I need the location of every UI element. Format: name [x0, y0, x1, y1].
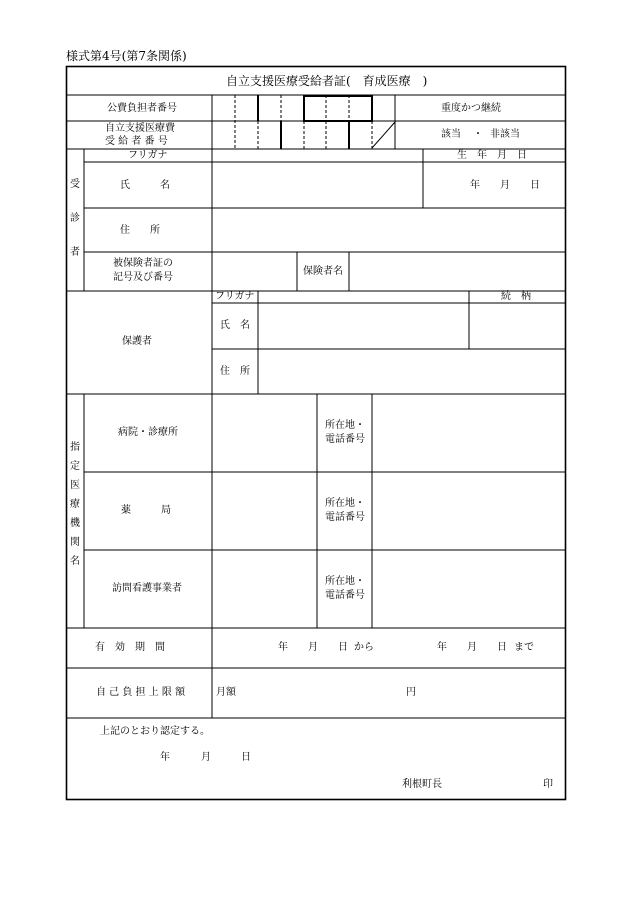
- pharmacy-location-label-line2: 電話番号: [325, 512, 365, 523]
- severe-continuation-label: 重度かつ継続: [441, 103, 501, 114]
- validity-end-month: 月: [467, 642, 477, 653]
- not-applicable-option: 非該当: [490, 129, 520, 140]
- insurance-card-label-line2: 記号及び番号: [113, 272, 173, 283]
- pharmacy-label: 薬 局: [121, 505, 171, 516]
- form-number-label: 様式第4号(第7条関係): [66, 49, 187, 63]
- guardian-address-label: 住 所: [220, 366, 250, 377]
- validity-end-day: 日: [497, 642, 507, 653]
- home-nursing-location-label-line1: 所在地・: [325, 576, 365, 587]
- insurance-card-label-line1: 被保険者証の: [113, 258, 173, 269]
- certification-year: 年: [160, 752, 170, 763]
- recipient-number-label-line1: 自立支援医療費: [105, 123, 175, 134]
- copay-cap-label: 自 己 負 担 上 限 額: [96, 687, 186, 698]
- insurer-name-label: 保険者名: [303, 266, 343, 277]
- home-nursing-provider-label: 訪問看護事業者: [112, 583, 182, 594]
- recipient-number-label-line2: 受 給 者 番 号: [105, 136, 168, 147]
- certificate-title: 自立支援医療受給者証( 育成医療 ): [226, 74, 428, 88]
- public-burden-number-label: 公費負担者番号: [107, 103, 177, 114]
- hospital-clinic-label: 病院・診療所: [118, 427, 178, 438]
- validity-end-year: 年: [437, 642, 447, 653]
- applicable-option: 該当: [441, 129, 461, 140]
- seal-mark: 印: [543, 779, 553, 790]
- validity-period-label: 有 効 期 間: [95, 642, 165, 653]
- patient-section-label: 受 診 者: [70, 179, 80, 258]
- birth-day-label: 日: [530, 180, 540, 191]
- birth-year-label: 年: [470, 180, 480, 191]
- validity-until: まで: [514, 642, 534, 653]
- validity-start-month: 月: [308, 642, 318, 653]
- patient-name-label: 氏 名: [120, 180, 170, 191]
- guardian-name-label: 氏 名: [220, 320, 250, 331]
- certification-day: 日: [241, 752, 251, 763]
- monthly-amount-label: 月額: [216, 687, 236, 698]
- guardian-label: 保護者: [122, 336, 152, 347]
- validity-start-day: 日: [338, 642, 348, 653]
- birth-month-label: 月: [500, 180, 510, 191]
- patient-address-label: 住 所: [120, 225, 160, 236]
- designated-institution-section-label: 指 定 医 療 機 関 名: [70, 442, 80, 567]
- guardian-relationship-label: 続 柄: [501, 291, 531, 302]
- certification-statement: 上記のとおり認定する。: [100, 726, 210, 737]
- issuer-title: 利根町長: [402, 779, 442, 790]
- validity-start-year: 年: [278, 642, 288, 653]
- guardian-furigana-label: フリガナ: [215, 291, 255, 302]
- hospital-location-label-line1: 所在地・: [325, 420, 365, 431]
- pharmacy-location-label-line1: 所在地・: [325, 498, 365, 509]
- patient-furigana-label: フリガナ: [128, 150, 168, 161]
- validity-from: から: [354, 642, 374, 653]
- yen-unit: 円: [406, 687, 416, 698]
- hospital-location-label-line2: 電話番号: [325, 434, 365, 445]
- home-nursing-location-label-line2: 電話番号: [325, 590, 365, 601]
- birth-date-header: 生 年 月 日: [457, 150, 527, 161]
- option-separator: ・: [473, 129, 483, 140]
- certification-month: 月: [201, 752, 211, 763]
